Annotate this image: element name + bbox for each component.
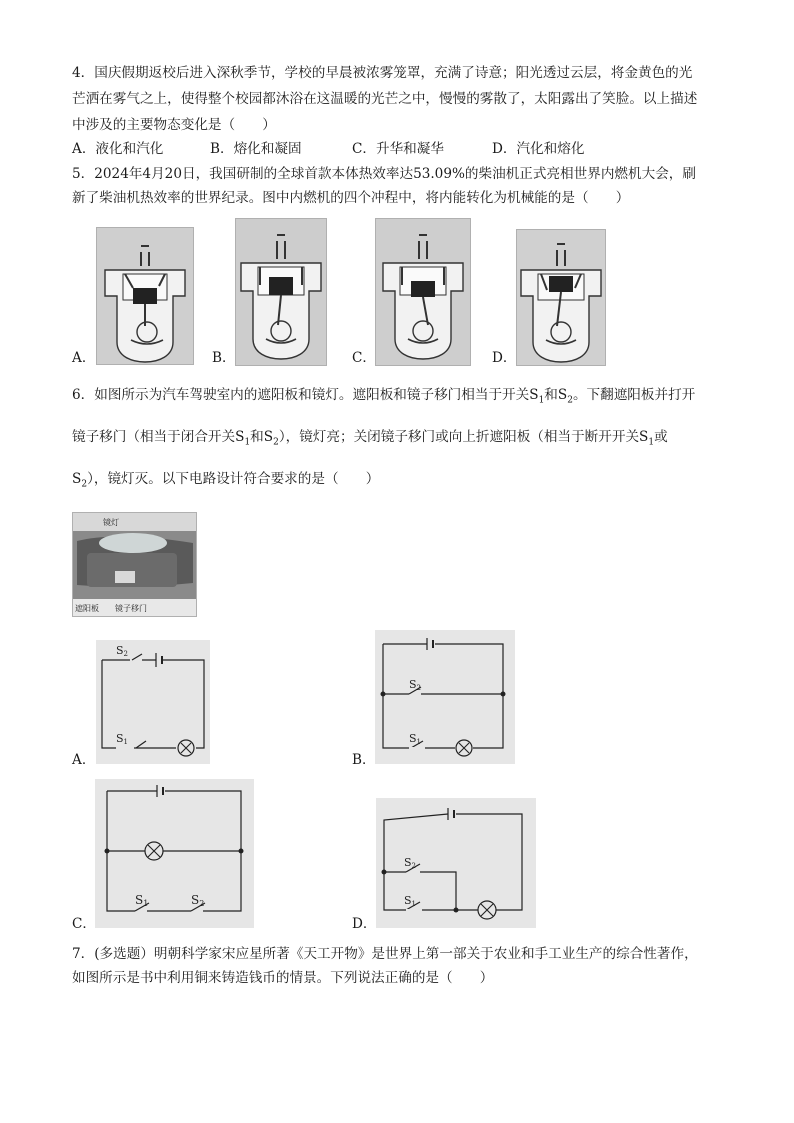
q4-line-3: 中涉及的主要物态变化是（ ） — [72, 117, 276, 133]
q5-label-a: A． — [72, 350, 96, 366]
engine-diagram-b[interactable] — [235, 218, 327, 366]
switch-s1-label: S1 — [135, 893, 149, 908]
q5-line-2: 新了柴油机热效率的世界纪录。图中内燃机的四个冲程中，将内能转化为机械能的是（ ） — [72, 190, 630, 206]
q6-line-1: 6．如图所示为汽车驾驶室内的遮阳板和镜灯。遮阳板和镜子移门相当于开关$S_1$和$S_2$。下翻遮阳板并打开 — [72, 387, 696, 406]
q7-line-1: 7．(多选题）明朝科学家宋应星所著《天工开物》是世界上第一部关于农业和手工业生产的综合性著作， — [72, 946, 698, 962]
circuit-diagram-a[interactable] — [96, 640, 210, 764]
switch-s1-label: S1 — [409, 732, 422, 746]
q4-option-b[interactable]: B．熔化和凝固 — [210, 141, 302, 157]
switch-s2-label: S2 — [404, 856, 417, 870]
mirror-door-label: 镜子移门 — [115, 604, 147, 613]
switch-s2-label: S2 — [409, 678, 422, 692]
circuit-diagram-b[interactable] — [375, 630, 515, 764]
lamp-label: 镜灯 — [103, 518, 119, 527]
q6-line-2: 镜子移门（相当于闭合开关$S_1$和$S_2$），镜灯亮；关闭镜子移门或向上折遮阳板（相当于断开开关$S_1$或 — [72, 429, 668, 448]
q4-line-2: 芒洒在雾气之上，使得整个校园都沐浴在这温暖的光芒之中，慢慢的雾散了，太阳露出了笑脸。以上描述 — [72, 91, 698, 107]
q6-label-b: B． — [352, 752, 376, 768]
q4-option-d[interactable]: D．汽化和熔化 — [492, 141, 585, 157]
circuit-diagram-d[interactable] — [376, 798, 536, 928]
q6-label-d: D． — [352, 916, 377, 932]
engine-diagram-d[interactable] — [516, 229, 606, 366]
q6-label-c: C． — [72, 916, 96, 932]
circuit-diagram-c[interactable] — [95, 779, 254, 928]
q5-label-d: D． — [492, 350, 517, 366]
q4-option-a[interactable]: A．液化和汽化 — [72, 141, 164, 157]
visor-label: 遮阳板 — [75, 604, 99, 613]
switch-s2-label: S2 — [116, 644, 129, 658]
q6-line-3: $S_2$），镜灯灭。以下电路设计符合要求的是（ ） — [72, 471, 380, 490]
engine-diagram-a[interactable] — [96, 227, 194, 365]
engine-diagram-c[interactable] — [375, 218, 471, 366]
q5-line-1: 5．2024年4月20日，我国研制的全球首款本体热效率达53.09%的柴油机正式亮相世界内燃机大会，刷 — [72, 166, 696, 182]
car-visor-photo — [72, 512, 197, 617]
switch-s2-label: S2 — [191, 893, 205, 908]
q5-label-c: C． — [352, 350, 376, 366]
q7-line-2: 如图所示是书中利用铜来铸造钱币的情景。下列说法正确的是（ ） — [72, 970, 494, 986]
q6-label-a: A． — [72, 752, 96, 768]
q5-label-b: B． — [212, 350, 236, 366]
q4-line-1: 4．国庆假期返校后进入深秋季节，学校的早晨被浓雾笼罩，充满了诗意；阳光透过云层，将金黄色的光 — [72, 65, 693, 81]
switch-s1-label: S1 — [116, 732, 129, 746]
switch-s1-label: S1 — [404, 894, 417, 908]
q4-option-c[interactable]: C．升华和凝华 — [352, 141, 444, 157]
